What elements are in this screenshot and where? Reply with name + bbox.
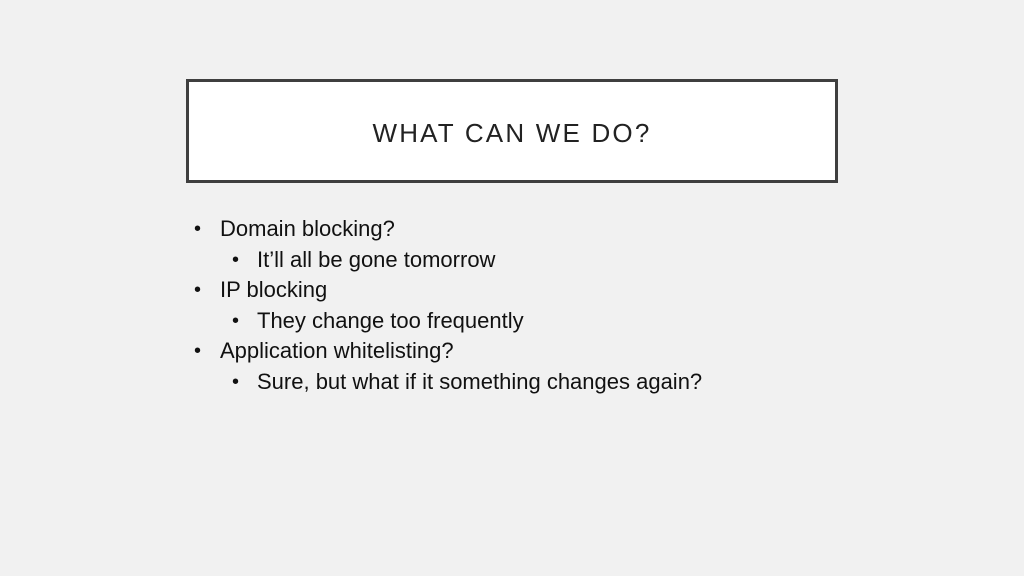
bullet-text: Application whitelisting? (220, 338, 454, 363)
bullet-item (194, 336, 702, 367)
bullet-text: IP blocking (220, 277, 328, 302)
sub-bullet-item (194, 245, 702, 276)
sub-bullet-item (194, 367, 702, 398)
bullet-text: Domain blocking? (220, 216, 395, 241)
slide-title: WHAT CAN WE DO? (372, 117, 652, 148)
bullet-dot-icon: • (232, 370, 240, 393)
bullet-dot-icon: • (232, 248, 240, 271)
bullet-dot-icon: • (194, 218, 202, 240)
bullet-dot-icon: • (194, 340, 202, 362)
sub-bullet-text: Sure, but what if it something changes again? (257, 368, 703, 394)
sub-bullet-item (194, 306, 702, 337)
sub-bullet-text: They change too frequently (257, 307, 524, 333)
bullet-dot-icon: • (194, 279, 202, 301)
sub-bullet-text: It’ll all be gone tomorrow (257, 246, 496, 272)
bullet-item (194, 275, 702, 306)
bullet-list (194, 214, 702, 397)
bullet-dot-icon: • (232, 309, 240, 332)
title-box (186, 79, 838, 183)
bullet-item (194, 214, 702, 245)
